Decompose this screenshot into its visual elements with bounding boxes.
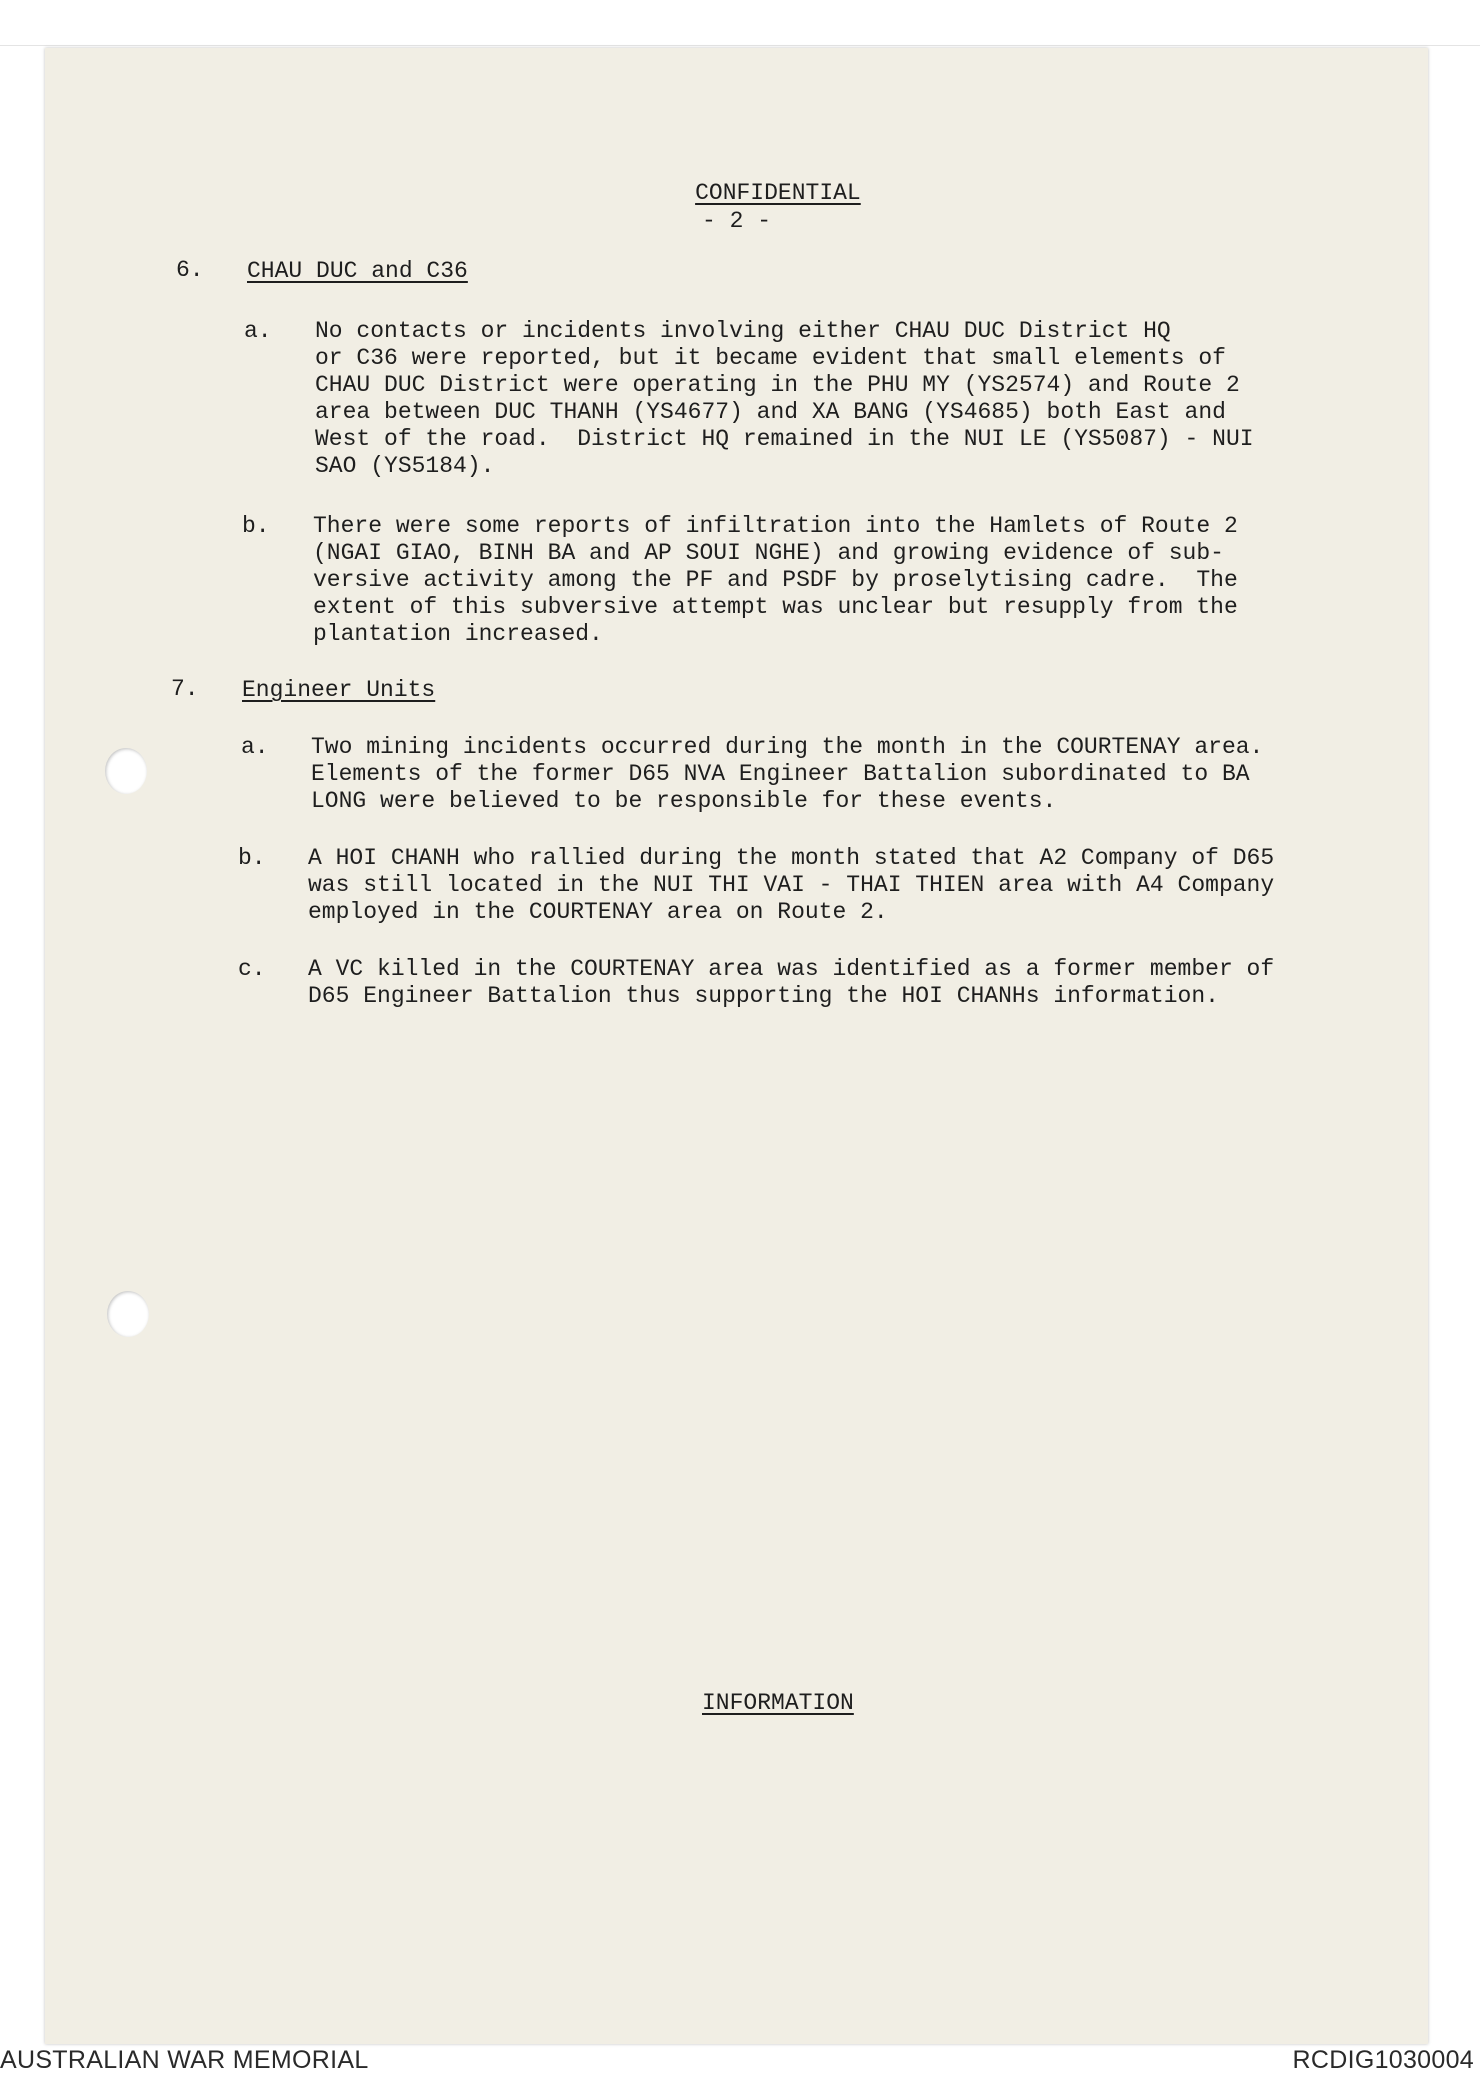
text-line: There were some reports of infiltration into the Hamlets of Route 2 bbox=[313, 513, 1238, 539]
text-line: West of the road. District HQ remained in the NUI LE (YS5087) - NUI bbox=[315, 426, 1254, 452]
classification-footer bbox=[45, 1663, 1428, 1744]
text-line: extent of this subversive attempt was unclear but resupply from the bbox=[313, 594, 1238, 620]
punch-hole bbox=[105, 748, 147, 794]
item-marker: b. bbox=[242, 513, 270, 539]
classification-bottom: INFORMATION bbox=[702, 1690, 854, 1716]
archive-source-label: AUSTRALIAN WAR MEMORIAL bbox=[0, 2046, 369, 2074]
text-line: Two mining incidents occurred during the month in the COURTENAY area. bbox=[311, 734, 1264, 760]
section-number: 7. bbox=[171, 676, 199, 702]
text-line: area between DUC THANH (YS4677) and XA BANG (YS4685) both East and bbox=[315, 399, 1226, 425]
text-line: LONG were believed to be responsible for these events. bbox=[311, 788, 1057, 814]
item-marker: a. bbox=[244, 318, 272, 344]
punch-hole bbox=[107, 1291, 149, 1337]
text-line: was still located in the NUI THI VAI - THAI THIEN area with A4 Company bbox=[308, 872, 1275, 898]
section-heading: Engineer Units bbox=[242, 677, 436, 703]
page-number: - 2 - bbox=[701, 208, 771, 234]
text-line: versive activity among the PF and PSDF by proselytising cadre. The bbox=[313, 567, 1238, 593]
text-line: or C36 were reported, but it became evident that small elements of bbox=[315, 345, 1226, 371]
item-marker: c. bbox=[238, 956, 266, 982]
text-line: D65 Engineer Battalion thus supporting the HOI CHANHs information. bbox=[308, 983, 1219, 1009]
text-line: CHAU DUC District were operating in the PHU MY (YS2574) and Route 2 bbox=[315, 372, 1240, 398]
text-line: (NGAI GIAO, BINH BA and AP SOUI NGHE) and growing evidence of sub- bbox=[313, 540, 1224, 566]
section-number: 6. bbox=[176, 257, 204, 283]
text-line: A HOI CHANH who rallied during the month stated that A2 Company of D65 bbox=[308, 845, 1275, 871]
section-heading: CHAU DUC and C36 bbox=[247, 258, 468, 284]
classification-top: CONFIDENTIAL bbox=[695, 180, 861, 206]
archive-image-reference: RCDIG1030004 bbox=[1292, 2046, 1474, 2074]
text-line: plantation increased. bbox=[313, 621, 603, 647]
document-page bbox=[45, 48, 1428, 2044]
scan-top-rule bbox=[0, 45, 1480, 46]
text-line: SAO (YS5184). bbox=[315, 453, 495, 479]
text-line: Elements of the former D65 NVA Engineer Battalion subordinated to BA bbox=[311, 761, 1250, 787]
text-line: A VC killed in the COURTENAY area was identified as a former member of bbox=[308, 956, 1275, 982]
item-marker: a. bbox=[241, 734, 269, 760]
text-line: No contacts or incidents involving either CHAU DUC District HQ bbox=[315, 318, 1171, 344]
text-line: employed in the COURTENAY area on Route 2. bbox=[308, 899, 888, 925]
item-marker: b. bbox=[238, 845, 266, 871]
